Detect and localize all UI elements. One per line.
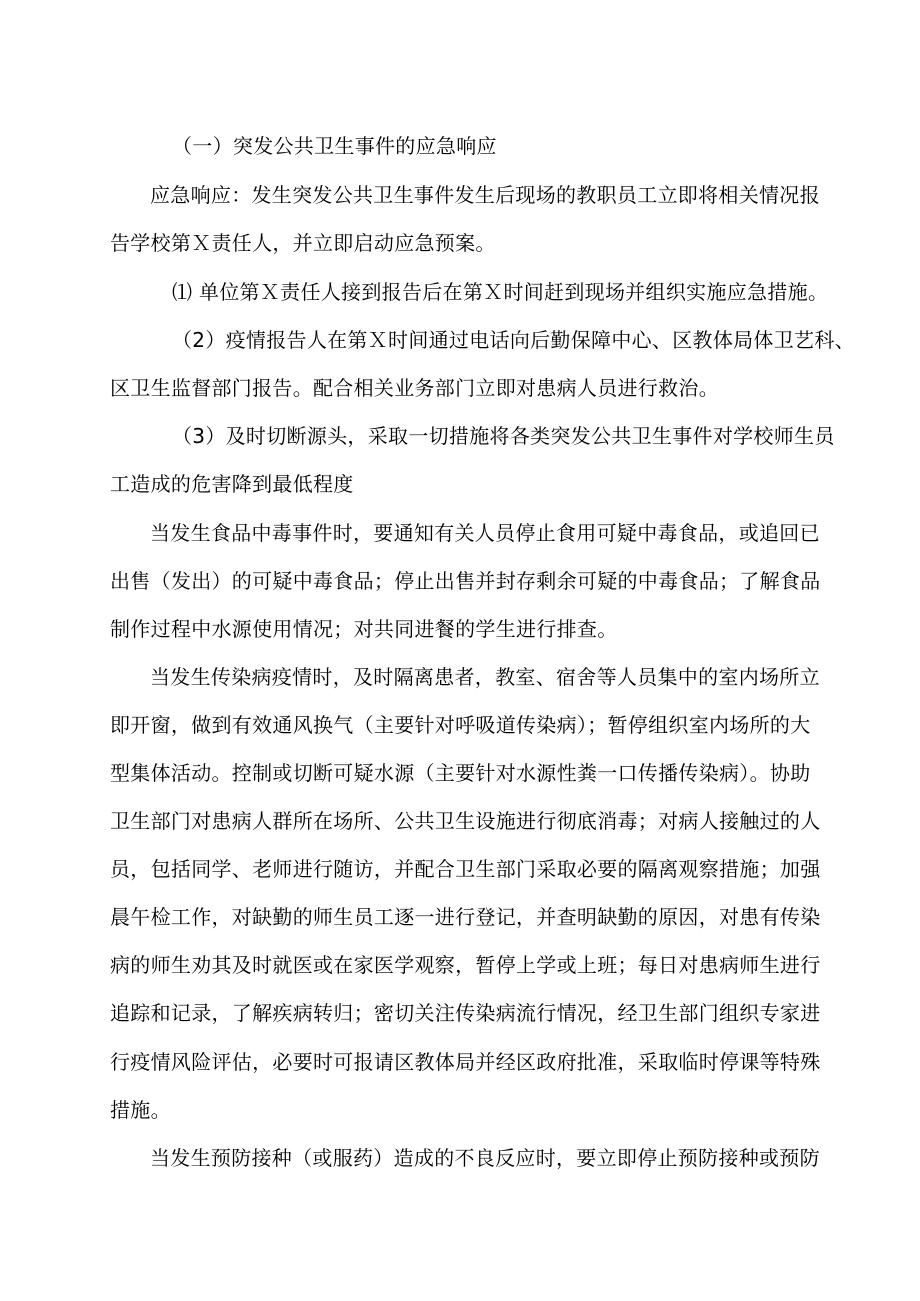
paragraph-line: 员，包括同学、老师进行随访，并配合卫生部门采取必要的隔离观察措施；加强 (110, 857, 821, 881)
paragraph-line: 出售（发出）的可疑中毒食品；停止出售并封存剩余可疑的中毒食品；了解食品 (110, 569, 821, 593)
paragraph-line: 当发生食品中毒事件时，要通知有关人员停止食用可疑中毒食品，或追回已 (150, 521, 820, 545)
paragraph-line: 工造成的危害降到最低程度 (110, 472, 354, 496)
paragraph-line: 追踪和记录，了解疾病转归；密切关注传染病流行情况，经卫生部门组织专家进 (110, 1001, 821, 1025)
paragraph-line: 病的师生劝其及时就医或在家医学观察，暂停上学或上班；每日对患病师生进行 (110, 953, 821, 977)
paragraph-line: 措施。 (110, 1098, 171, 1122)
paragraph-line: 告学校第Ｘ责任人，并立即启动应急预案。 (110, 231, 496, 255)
paragraph-line: 行疫情风险评估，必要时可报请区教体局并经区政府批准，采取临时停课等特殊 (110, 1050, 821, 1074)
paragraph-line: 当发生传染病疫情时，及时隔离患者，教室、宿舍等人员集中的室内场所立 (150, 665, 820, 689)
section-heading: （一）突发公共卫生事件的应急响应 (172, 134, 497, 158)
paragraph-line: ⑴ 单位第Ｘ责任人接到报告后在第Ｘ时间赶到现场并组织实施应急措施。 (172, 280, 829, 304)
paragraph-line: （3）及时切断源头，采取一切措施将各类突发公共卫生事件对学校师生员 (172, 424, 835, 448)
paragraph-line: 型集体活动。控制或切断可疑水源（主要针对水源性粪一口传播传染病）。协助 (110, 761, 811, 785)
paragraph-line: 卫生部门对患病人群所在场所、公共卫生设施进行彻底消毒；对病人接触过的人 (110, 809, 821, 833)
paragraph-line: 区卫生监督部门报告。配合相关业务部门立即对患病人员进行救治。 (110, 376, 719, 400)
paragraph-line: 晨午检工作，对缺勤的师生员工逐一进行登记，并查明缺勤的原因，对患有传染 (110, 905, 821, 929)
paragraph-line: 即开窗，做到有效通风换气（主要针对呼吸道传染病）；暂停组织室内场所的大 (110, 713, 811, 737)
paragraph-line: 应急响应：发生突发公共卫生事件发生后现场的教职员工立即将相关情况报 (150, 183, 820, 207)
paragraph-line: 当发生预防接种（或服药）造成的不良反应时，要立即停止预防接种或预防 (150, 1146, 820, 1170)
paragraph-line: 制作过程中水源使用情况；对共同进餐的学生进行排查。 (110, 617, 618, 641)
paragraph-line: （2）疫情报告人在第Ｘ时间通过电话向后勤保障中心、区教体局体卫艺科、 (172, 328, 855, 352)
